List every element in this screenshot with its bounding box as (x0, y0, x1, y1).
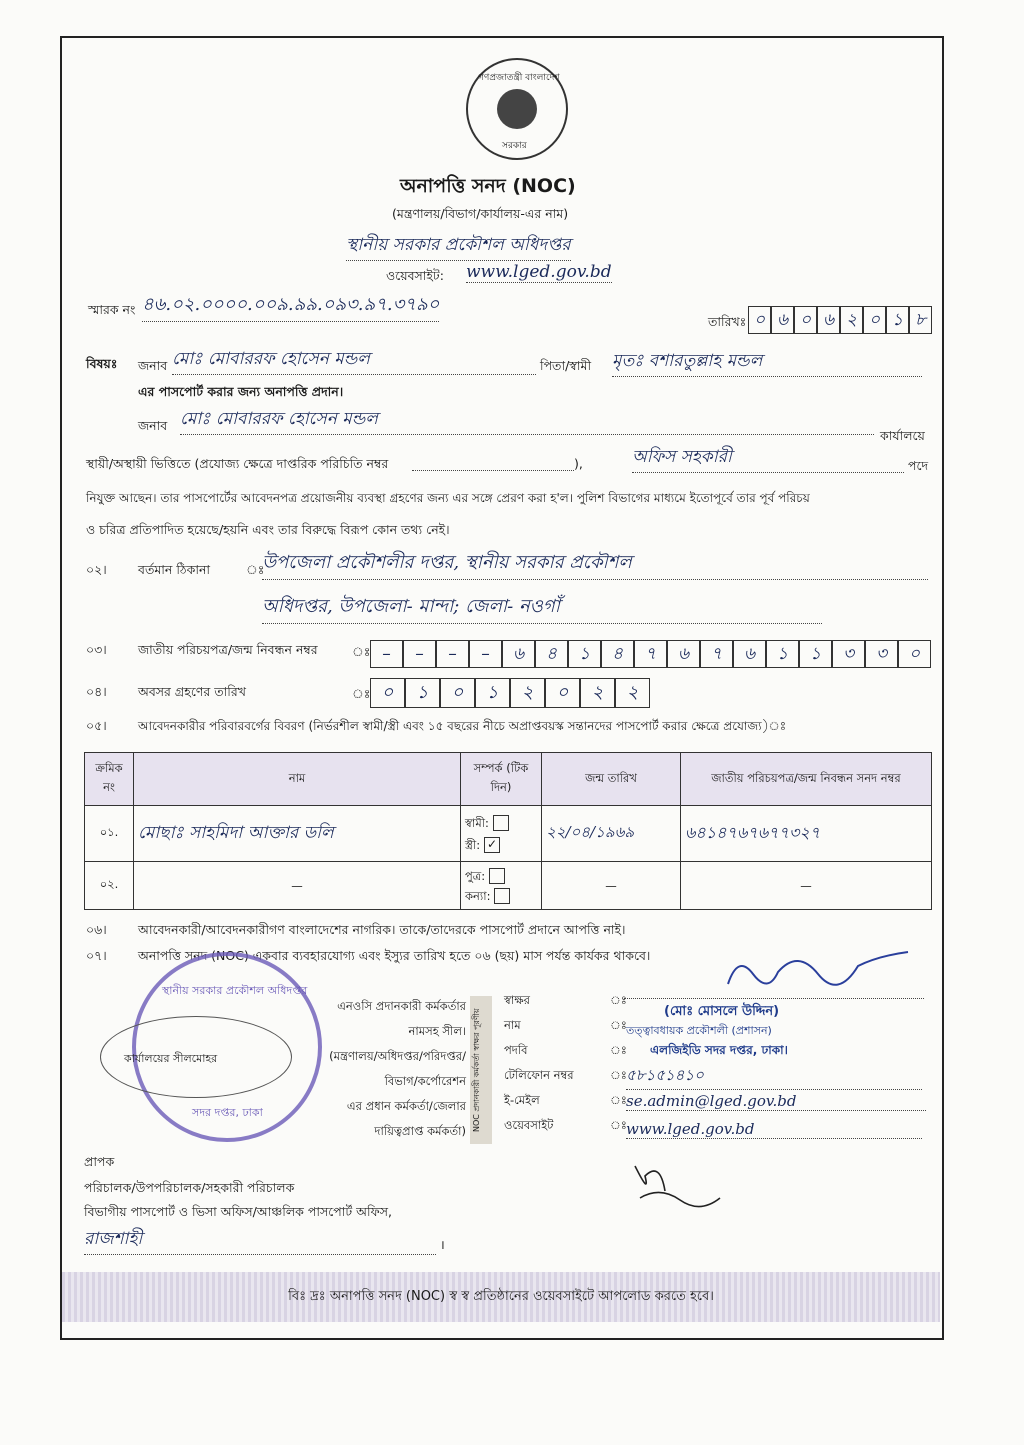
header-name: নাম (134, 753, 461, 806)
subject-janab: জনাব (138, 358, 168, 373)
footer-note: বিঃ দ্রঃ অনাপত্তি সনদ (NOC) স্ব স্ব প্রতিষ্ঠানের ওয়েবসাইটে আপলোড করতে হবে। (288, 1288, 714, 1304)
page-title: অনাপত্তি সনদ (NOC) (400, 175, 576, 197)
daughter-checkbox (494, 888, 510, 904)
note-06-number: ০৬। (86, 922, 107, 937)
header-relation: সম্পর্ক (টিক দিন) (461, 753, 542, 806)
digit-box: ০ (545, 678, 580, 708)
footer-note-bar (62, 1272, 940, 1322)
page-subtitle: (মন্ত্রণালয়/বিভাগ/কার্যালয়-এর নাম) (392, 206, 569, 221)
family-table (84, 752, 932, 910)
date-boxes (748, 306, 932, 334)
address-line2: অধিদপ্তর, উপজেলা- মান্দা; জেলা- নওগাঁ (262, 592, 822, 624)
signatory-field-labels: স্বাক্ষর নাম পদবি টেলিফোন নম্বর ই-মেইল ওয়েবসাইট (504, 993, 574, 1132)
initials-scribble (620, 1156, 730, 1210)
digit-box: ৪ (601, 640, 634, 668)
signatory-email: se.admin@lged.gov.bd (626, 1092, 926, 1111)
row2-name: — (134, 862, 461, 910)
office-suffix: কার্যালয়ে (880, 428, 925, 443)
post-value: অফিস সহকারী (632, 444, 904, 473)
stamp-bottom-text: সদর দপ্তর, ঢাকা (192, 1106, 263, 1119)
item-03-number: ০৩। (86, 642, 107, 657)
row1-name: মোছাঃ সাহমিদা আক্তার ডলি (134, 806, 461, 862)
digit-box: – (436, 640, 469, 668)
seal-top-text: গণপ্রজাতন্ত্রী বাংলাদেশ (478, 73, 560, 83)
item-04-number: ০৪। (86, 684, 107, 699)
digit-box: ১ (475, 678, 510, 708)
permanent-close: ), (574, 456, 583, 471)
note-07-number: ০৭। (86, 948, 107, 963)
digit-box: ১ (799, 640, 832, 668)
memo-label: স্মারক নং (88, 302, 136, 317)
recipient-end: । (440, 1237, 445, 1252)
map-emblem-icon (497, 89, 537, 129)
digit-box: ৬ (667, 640, 700, 668)
header-dob: জন্ম তারিখ (542, 753, 681, 806)
table-header-row (85, 753, 932, 806)
body-name: মোঃ মোবাররফ হোসেন মন্ডল (180, 406, 874, 435)
header-serial: ক্রমিক নং (85, 753, 134, 806)
body-para1: নিযুক্ত আছেন। তার পাসপোর্টের আবেদনপত্র প্রয়োজনীয় ব্যবস্থা গ্রহণের জন্য এর সঙ্গে প্রেরণ করা হ'ল। পুলিশ বিভাগের মাধ্যমে ইতোপূর্বে তার পূর্ব পরিচয় (86, 491, 810, 505)
signature-line (624, 998, 924, 999)
signatory-instructions: এনওসি প্রদানকারী কর্মকর্তার নামসহ সীল। (মন্ত্রণালয়/অধিদপ্তর/পরিদপ্তর/ বিভাগ/কর্পোরেশন এর প্রধান কর্মকর্তা/জেলার দায়িত্বপ্রাপ্ত কর্মকর্তা) (329, 999, 466, 1138)
digit-box: ৩ (832, 640, 865, 668)
digit-box: ০ (898, 640, 931, 668)
digit-box: – (403, 640, 436, 668)
body-janab: জনাব (138, 418, 168, 433)
retire-boxes (370, 678, 650, 708)
signatory-office: এলজিইডি সদর দপ্তর, ঢাকা। (650, 1043, 788, 1057)
header-nid: জাতীয় পরিচয়পত্র/জন্ম নিবন্ধন সনদ নম্বর (681, 753, 932, 806)
digit-box: ২ (510, 678, 545, 708)
digit-box: – (370, 640, 403, 668)
item-05-number: ০৫। (86, 718, 107, 733)
relation-daughter: কন্যা: (465, 888, 491, 903)
office-seal-label: কার্যালয়ের সীলমোহর (124, 1052, 218, 1065)
recipient-line2: বিভাগীয় পাসপোর্ট ও ভিসা অফিস/আঞ্চলিক পাসপোর্ট অফিস, (84, 1204, 392, 1219)
body-para2: ও চরিত্র প্রতিপাদিত হয়েছে/হয়নি এবং তার বিরুদ্ধে বিরূপ কোন তথ্য নেই। (86, 522, 450, 537)
digit-box: ০ (370, 678, 405, 708)
address-line1: উপজেলা প্রকৌশলীর দপ্তর, স্থানীয় সরকার প্রকৌশল (262, 548, 928, 580)
signatory-name: (মোঃ মোসলে উদ্দিন) (664, 1004, 780, 1019)
digit-box: – (469, 640, 502, 668)
id-blank (412, 470, 574, 471)
husband-checkbox (493, 815, 509, 831)
address-label: বর্তমান ঠিকানা (138, 562, 211, 577)
memo-value: ৪৬.০২.০০০০.০০৯.৯৯.০৯৩.৯৭.৩৭৯০ (142, 290, 439, 322)
table-row (85, 806, 932, 862)
vertical-strip-text: NOC প্রদানকারী কর্মকর্তা স্বাক্ষর পূরণীয় (470, 996, 492, 1144)
father-label: পিতা/স্বামী (540, 358, 592, 373)
post-suffix: পদে (908, 458, 929, 473)
table-row (85, 862, 932, 910)
son-checkbox (489, 868, 505, 884)
permanent-line: স্থায়ী/অস্থায়ী ভিত্তিতে (প্রযোজ্য ক্ষেত্রে দাপ্তরিক পরিচিতি নম্বর (86, 456, 389, 471)
digit-box: ০ (794, 306, 817, 334)
digit-box: ৬ (817, 306, 840, 334)
row1-nid: ৬৪১৪৭৬৭৬৭৭৩২৭ (681, 806, 932, 862)
signatory-designation: তত্ত্বাবধায়ক প্রকৌশলী (প্রশাসন) (626, 1024, 772, 1037)
digit-box: ৬ (502, 640, 535, 668)
recipient-line1: পরিচালক/উপপরিচালক/সহকারী পরিচালক (84, 1180, 295, 1195)
note-06-text: আবেদনকারী/আবেদনকারীগণ বাংলাদেশের নাগরিক। তাকে/তাদেরকে পাসপোর্ট প্রদানে আপত্তি নাই। (138, 922, 626, 937)
date-label: তারিখঃ (708, 314, 747, 329)
digit-box: ০ (440, 678, 475, 708)
row2-serial: ০২. (85, 862, 134, 910)
digit-box: ০ (863, 306, 886, 334)
digit-box: ৬ (771, 306, 794, 334)
relation-wife: স্ত্রী: (465, 837, 481, 852)
digit-box: ২ (840, 306, 863, 334)
subject-line2: এর পাসপোর্ট করার জন্য অনাপত্তি প্রদান। (138, 384, 344, 399)
website-label: ওয়েবসাইট: (386, 268, 444, 283)
nid-boxes (370, 640, 931, 668)
office-name: স্থানীয় সরকার প্রকৌশল অধিদপ্তর (346, 232, 571, 261)
seal-bottom-text: সরকার (502, 141, 527, 151)
retire-label: অবসর গ্রহণের তারিখ (138, 684, 246, 699)
recipient-label: প্রাপক (84, 1154, 115, 1169)
digit-box: ৬ (733, 640, 766, 668)
digit-box: ২ (580, 678, 615, 708)
signatory-colons: ঃ ঃ ঃ ঃ ঃ ঃ (610, 993, 627, 1132)
row2-relation (461, 862, 542, 910)
recipient-city: রাজশাহী (84, 1226, 436, 1255)
signatory-phone: ৫৮১৫১৪১০ (626, 1064, 922, 1090)
row2-dob: — (542, 862, 681, 910)
signatory-website: www.lged.gov.bd (626, 1120, 922, 1139)
digit-box: ১ (766, 640, 799, 668)
subject-label: বিষয়ঃ (86, 356, 118, 371)
digit-box: ৭ (700, 640, 733, 668)
digit-box: ১ (886, 306, 909, 334)
relation-son: পুত্র: (465, 868, 486, 883)
row1-serial: ০১. (85, 806, 134, 862)
stamp-text: স্থানীয় সরকার প্রকৌশল অধিদপ্তর (162, 984, 308, 997)
wife-checkbox: ✓ (484, 837, 500, 853)
digit-box: ৮ (909, 306, 932, 334)
website-value: www.lged.gov.bd (466, 262, 612, 282)
note-07-text: অনাপত্তি সনদ (NOC) একবার ব্যবহারযোগ্য এবং ইস্যুর তারিখ হতে ০৬ (ছয়) মাস পর্যন্ত কার্যকর থাকবে। (138, 948, 651, 963)
digit-box: ৪ (535, 640, 568, 668)
digit-box: ১ (405, 678, 440, 708)
digit-box: ১ (568, 640, 601, 668)
digit-box: ৭ (634, 640, 667, 668)
signature-scribble (708, 944, 918, 998)
nid-label: জাতীয় পরিচয়পত্র/জন্ম নিবন্ধন নম্বর (138, 642, 318, 657)
relation-husband: স্বামী: (465, 815, 489, 830)
row1-relation (461, 806, 542, 862)
subject-name: মোঃ মোবাররফ হোসেন মন্ডল (172, 346, 536, 375)
item-02-number: ০২। (86, 562, 107, 577)
digit-box: ০ (748, 306, 771, 334)
family-label: আবেদনকারীর পরিবারবর্গের বিবরণ (নির্ভরশীল স্বামী/স্ত্রী এবং ১৫ বছরের নীচে অপ্রাপ্তবয়স্ক সন্তানদের পাসপোর্ট করার ক্ষেত্রে প্রযোজ্য)ঃ (138, 719, 787, 733)
row2-nid: — (681, 862, 932, 910)
digit-box: ৩ (865, 640, 898, 668)
row1-dob: ২২/০৪/১৯৬৯ (542, 806, 681, 862)
digit-box: ২ (615, 678, 650, 708)
father-name: মৃতঃ বশারতুল্লাহ মন্ডল (612, 348, 922, 377)
